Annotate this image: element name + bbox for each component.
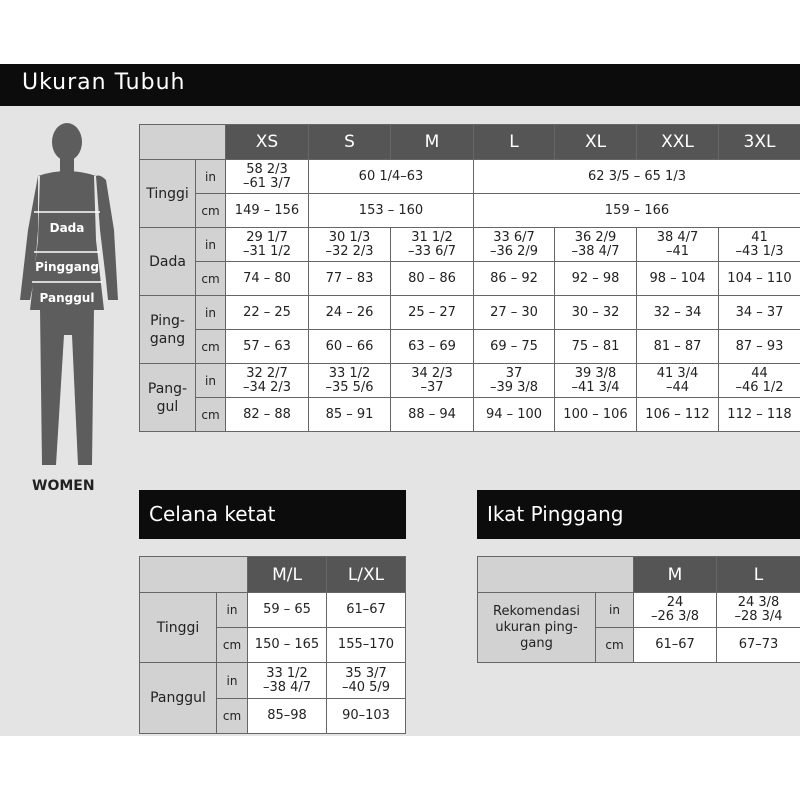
table-cell: 112 – 118 — [719, 398, 800, 432]
section-header-body-size — [0, 64, 800, 106]
table-cell: 150 – 165 — [248, 628, 327, 663]
table-cell: 61–67 — [327, 593, 406, 628]
table-cell: 82 – 88 — [226, 398, 309, 432]
unit-cm: cm — [217, 628, 248, 663]
table-cell: 80 – 86 — [391, 262, 474, 296]
size-header: M — [391, 125, 474, 160]
table-cell: 87 – 93 — [719, 330, 800, 364]
size-header: 3XL — [719, 125, 800, 160]
unit-in: in — [196, 364, 226, 398]
table-cell: 41 3/4 –44 — [637, 364, 719, 398]
table-cell: 62 3/5 – 65 1/3 — [474, 160, 800, 194]
size-header: M — [634, 557, 717, 593]
table-cell: 60 1/4–63 — [309, 160, 474, 194]
table-cell: 67–73 — [717, 628, 800, 663]
table-cell: 74 – 80 — [226, 262, 309, 296]
table-cell: 153 – 160 — [309, 194, 474, 228]
table-cell: 90–103 — [327, 699, 406, 734]
table-cell: 29 1/7 –31 1/2 — [226, 228, 309, 262]
table-cell: 44 –46 1/2 — [719, 364, 800, 398]
table-cell: 31 1/2 –33 6/7 — [391, 228, 474, 262]
unit-in: in — [196, 228, 226, 262]
section-title: Ukuran Tubuh — [22, 70, 186, 95]
unit-in: in — [217, 663, 248, 699]
table-cell: 59 – 65 — [248, 593, 327, 628]
table-cell: 32 2/7 –34 2/3 — [226, 364, 309, 398]
figure-caption: WOMEN — [32, 478, 95, 494]
unit-in: in — [217, 593, 248, 628]
unit-in: in — [196, 296, 226, 330]
figure-label-panggul: Panggul — [39, 291, 95, 305]
table-cell: 39 3/8 –41 3/4 — [555, 364, 637, 398]
row-label-panggul: Panggul — [140, 663, 217, 734]
table-cell: 106 – 112 — [637, 398, 719, 432]
size-header: XL — [555, 125, 637, 160]
size-header: M/L — [248, 557, 327, 593]
row-label-dada: Dada — [140, 228, 196, 296]
size-header: XS — [226, 125, 309, 160]
table-cell: 35 3/7 –40 5/9 — [327, 663, 406, 699]
table-cell: 86 – 92 — [474, 262, 555, 296]
size-header: L — [474, 125, 555, 160]
unit-cm: cm — [196, 262, 226, 296]
table-cell: 34 – 37 — [719, 296, 800, 330]
table-cell: 57 – 63 — [226, 330, 309, 364]
row-label-tinggi: Tinggi — [140, 160, 196, 228]
table-cell: 159 – 166 — [474, 194, 800, 228]
corner-cell — [478, 557, 634, 593]
table-cell: 24 –26 3/8 — [634, 593, 717, 628]
table-cell: 75 – 81 — [555, 330, 637, 364]
table-cell: 27 – 30 — [474, 296, 555, 330]
table-cell: 24 3/8 –28 3/4 — [717, 593, 800, 628]
figure-label-pinggang: Pinggang — [35, 260, 99, 274]
body-size-table — [139, 124, 800, 432]
table-cell: 30 – 32 — [555, 296, 637, 330]
leggings-size-table — [139, 556, 406, 734]
table-cell: 92 – 98 — [555, 262, 637, 296]
unit-in: in — [196, 160, 226, 194]
table-cell: 81 – 87 — [637, 330, 719, 364]
section-header-leggings — [139, 490, 406, 539]
table-cell: 94 – 100 — [474, 398, 555, 432]
unit-cm: cm — [196, 330, 226, 364]
table-cell: 100 – 106 — [555, 398, 637, 432]
table-cell: 63 – 69 — [391, 330, 474, 364]
size-header: L — [717, 557, 800, 593]
section-title: Celana ketat — [149, 502, 276, 526]
unit-cm: cm — [196, 194, 226, 228]
unit-cm: cm — [196, 398, 226, 432]
table-cell: 37 –39 3/8 — [474, 364, 555, 398]
table-cell: 34 2/3 –37 — [391, 364, 474, 398]
table-cell: 32 – 34 — [637, 296, 719, 330]
table-cell: 155–170 — [327, 628, 406, 663]
table-cell: 33 1/2 –38 4/7 — [248, 663, 327, 699]
table-cell: 98 – 104 — [637, 262, 719, 296]
corner-cell — [140, 557, 248, 593]
size-header: S — [309, 125, 391, 160]
table-cell: 33 6/7 –36 2/9 — [474, 228, 555, 262]
table-cell: 85 – 91 — [309, 398, 391, 432]
table-cell: 88 – 94 — [391, 398, 474, 432]
table-cell: 41 –43 1/3 — [719, 228, 800, 262]
unit-in: in — [596, 593, 634, 628]
section-title: Ikat Pinggang — [487, 502, 624, 526]
women-figure-illustration — [8, 120, 126, 470]
corner-cell — [140, 125, 226, 160]
row-label-tinggi: Tinggi — [140, 593, 217, 663]
unit-cm: cm — [217, 699, 248, 734]
section-header-belt — [477, 490, 800, 539]
row-label-waist-recommendation: Rekomendasi ukuran ping- gang — [478, 593, 596, 663]
table-cell: 30 1/3 –32 2/3 — [309, 228, 391, 262]
table-cell: 24 – 26 — [309, 296, 391, 330]
table-cell: 25 – 27 — [391, 296, 474, 330]
table-cell: 58 2/3 –61 3/7 — [226, 160, 309, 194]
table-cell: 61–67 — [634, 628, 717, 663]
table-cell: 36 2/9 –38 4/7 — [555, 228, 637, 262]
unit-cm: cm — [596, 628, 634, 663]
table-cell: 85–98 — [248, 699, 327, 734]
table-cell: 33 1/2 –35 5/6 — [309, 364, 391, 398]
table-cell: 77 – 83 — [309, 262, 391, 296]
table-cell: 149 – 156 — [226, 194, 309, 228]
belt-size-table — [477, 556, 800, 663]
table-cell: 69 – 75 — [474, 330, 555, 364]
size-header: L/XL — [327, 557, 406, 593]
table-cell: 22 – 25 — [226, 296, 309, 330]
row-label-panggul: Pang- gul — [140, 364, 196, 432]
size-header: XXL — [637, 125, 719, 160]
row-label-pinggang: Ping- gang — [140, 296, 196, 364]
table-cell: 104 – 110 — [719, 262, 800, 296]
figure-label-dada: Dada — [49, 221, 85, 235]
table-cell: 60 – 66 — [309, 330, 391, 364]
table-cell: 38 4/7 –41 — [637, 228, 719, 262]
